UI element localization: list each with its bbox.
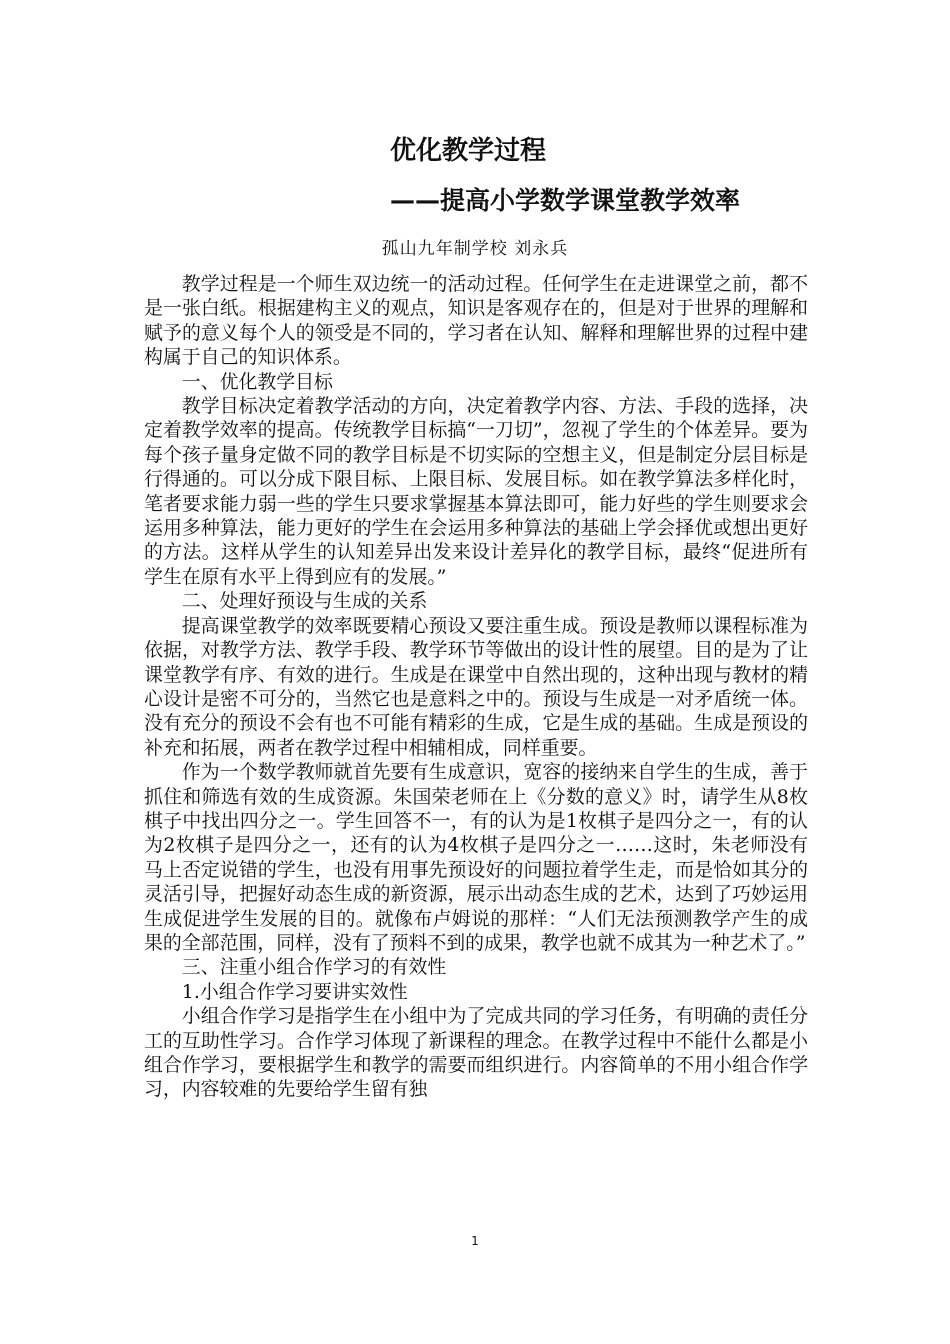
paragraph-example: 作为一个数学教师就首先要有生成意识，宽容的接纳来自学生的生成，善于抓住和筛选有效的生成资源。朱国荣老师在上《分数的意义》时，请学生从8枚棋子中找出四分之一。学生回答不一，有的认为是1枚棋子是四分之一，有的认为2枚棋子是四分之一，还有的认为4枚棋子是四分之一……这时，朱老师没有马上否定说错的学生，也没有用事先预设好的问题拉着学生走，而是恰如其分的灵活引导，把握好动态生成的新资源，展示出动态生成的艺术，达到了巧妙运用生成促进学生发展的目的。就像布卢姆说的那样：“人们无法预测教学产生的成果的全部范围，同样，没有了预料不到的成果，教学也就不成其为一种艺术了。” bbox=[144, 761, 808, 954]
author-line: 孤山九年制学校 刘永兵 bbox=[381, 239, 569, 259]
section-heading-2: 二、处理好预设与生成的关系 bbox=[181, 590, 428, 613]
section-heading-1: 一、优化教学目标 bbox=[181, 370, 333, 393]
paragraph-objectives: 教学目标决定着教学活动的方向，决定着教学内容、方法、手段的选择，决定着教学效率的提高。传统教学目标搞“一刀切”，忽视了学生的个体差异。要为每个孩子量身定做不同的教学目标是不切实际的空想主义，但是制定分层目标是行得通的。可以分成下限目标、上限目标、发展目标。如在教学算法多样化时，笔者要求能力弱一些的学生只要求掌握基本算法即可，能力好些的学生则要求会运用多种算法，能力更好的学生在会运用多种算法的基础上学会择优或想出更好的方法。这样从学生的认知差异出发来设计差异化的教学目标，最终“促进所有学生在原有水平上得到应有的发展。” bbox=[144, 395, 808, 588]
document-title: 优化教学过程 bbox=[390, 136, 547, 166]
paragraph-preset-generation: 提高课堂教学的效率既要精心预设又要注重生成。预设是教师以课程标准为依据，对教学方法、教学手段、教学环节等做出的设计性的展望。目的是为了让课堂教学有序、有效的进行。生成是在课堂中自然出现的，这种出现与教材的精心设计是密不可分的，当然它也是意料之中的。预设与生成是一对矛盾统一体。没有充分的预设不会有也不可能有精彩的生成，它是生成的基础。生成是预设的补充和拓展，两者在教学过程中相辅相成，同样重要。 bbox=[144, 614, 808, 759]
document-subtitle: ——提高小学数学课堂教学效率 bbox=[390, 186, 741, 215]
page-number: 1 bbox=[471, 1234, 479, 1248]
section-heading-3: 三、注重小组合作学习的有效性 bbox=[181, 956, 447, 979]
paragraph-intro: 教学过程是一个师生双边统一的活动过程。任何学生在走进课堂之前，都不是一张白纸。根据建构主义的观点，知识是客观存在的，但是对于世界的理解和赋予的意义每个人的领受是不同的，学习者在认知、解释和理解世界的过程中建构属于自己的知识体系。 bbox=[144, 273, 808, 369]
subsection-heading-3-1: 1.小组合作学习要讲实效性 bbox=[181, 980, 408, 1003]
paragraph-group-learning: 小组合作学习是指学生在小组中为了完成共同的学习任务，有明确的责任分工的互助性学习。合作学习体现了新课程的理念。在教学过程中不能什么都是小组合作学习，要根据学生和教学的需要而组织进行。内容简单的不用小组合作学习，内容较难的先要给学生留有独 bbox=[144, 1005, 808, 1101]
document-body bbox=[144, 272, 808, 1102]
